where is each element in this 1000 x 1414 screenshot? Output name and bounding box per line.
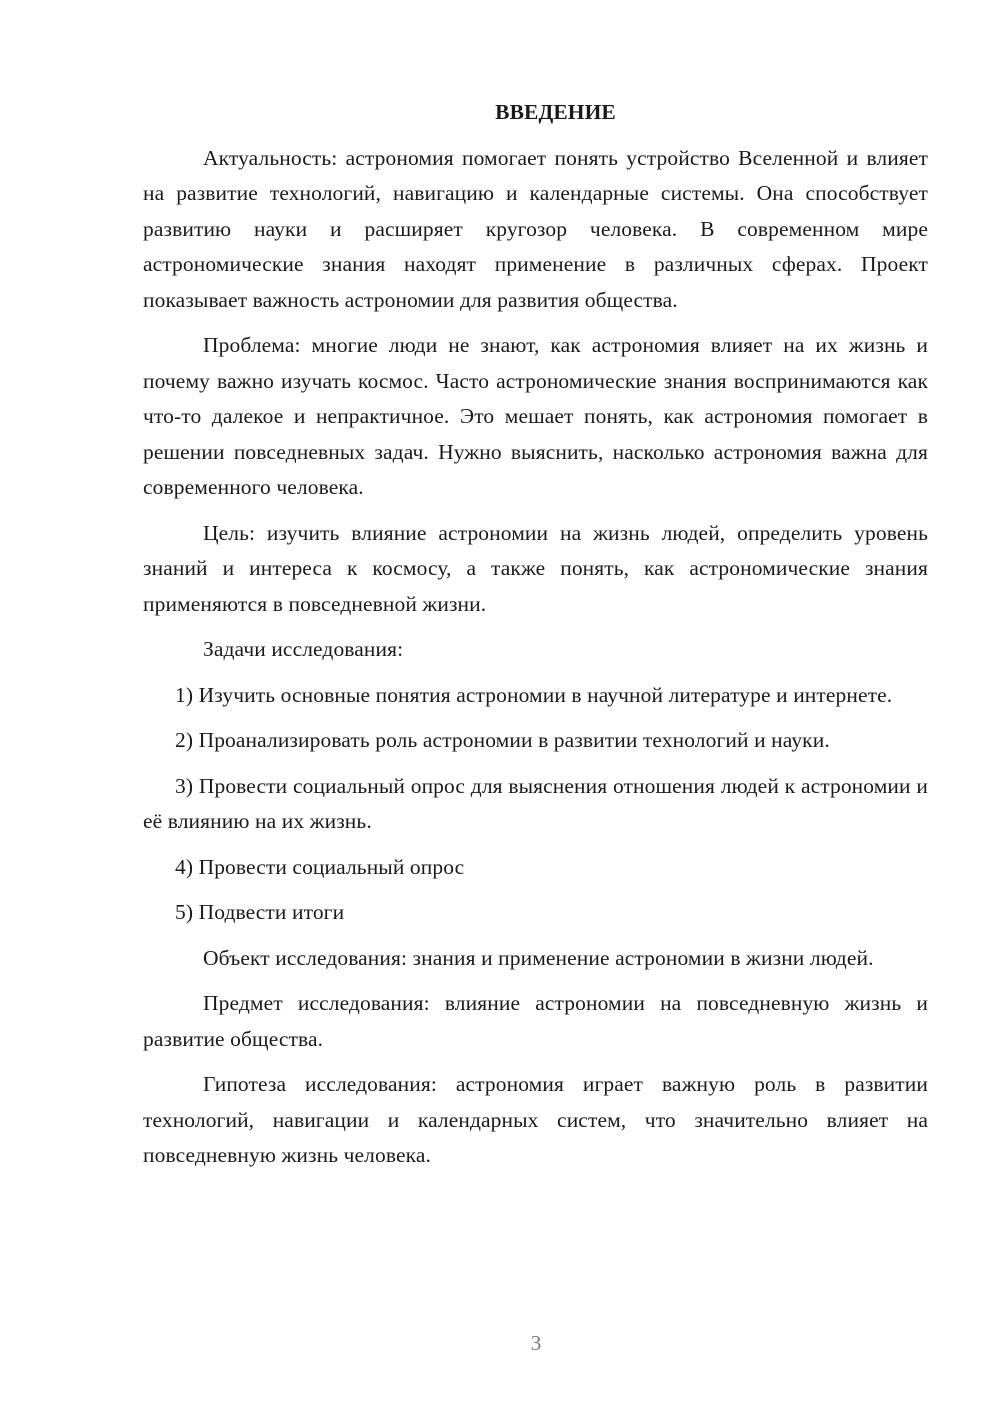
page-number: 3 — [530, 1331, 542, 1355]
task-item-2: 2) Проанализировать роль астрономии в развитии технологий и науки. — [175, 728, 830, 752]
section-heading: ВВЕДЕНИЕ — [495, 100, 616, 124]
object-paragraph: Объект исследования: знания и применение астрономии в жизни людей. — [203, 945, 874, 970]
task-item-1: 1) Изучить основные понятия астрономии в научной литературе и интернете. — [175, 682, 893, 707]
goal-paragraph: Цель: изучить влияние астрономии на жизнь людей, определить уровень знаний и интереса к космосу, а также понять, как астрономические знания применяются в повседневной жизни. — [143, 520, 928, 616]
document-body — [143, 95, 928, 1184]
tasks-title: Задачи исследования: — [203, 637, 404, 661]
task-item-5: 5) Подвести итоги — [175, 900, 345, 924]
hypothesis-paragraph: Гипотеза исследования: астрономия играет важную роль в развитии технологий, навигации и календарных систем, что значительно влияет на повседневную жизнь человека. — [143, 1072, 928, 1167]
task-item-3: 3) Провести социальный опрос для выяснения отношения людей к астрономии и её влиянию на их жизнь. — [143, 773, 928, 833]
problem-paragraph: Проблема: многие люди не знают, как астрономия влияет на их жизнь и почему важно изучать космос. Часто астрономические знания воспринимаются как что-то далекое и непрактичное. Это мешает понять, как астрономия помогает в решении повседневных задач. Нужно выяснить, насколько астрономия важна для современного человека. — [143, 333, 928, 499]
task-item-4: 4) Провести социальный опрос — [175, 854, 465, 879]
relevance-paragraph: Актуальность: астрономия помогает понять устройство Вселенной и влияет на развитие технологий, навигацию и календарные системы. Она способствует развитию науки и расширяет кругозор человека. В современном мире астрономические знания находят применение в различных сферах. Проект показывает важность астрономии для развития общества. — [143, 145, 928, 312]
subject-paragraph: Предмет исследования: влияние астрономии на повседневную жизнь и развитие общества. — [143, 991, 928, 1051]
